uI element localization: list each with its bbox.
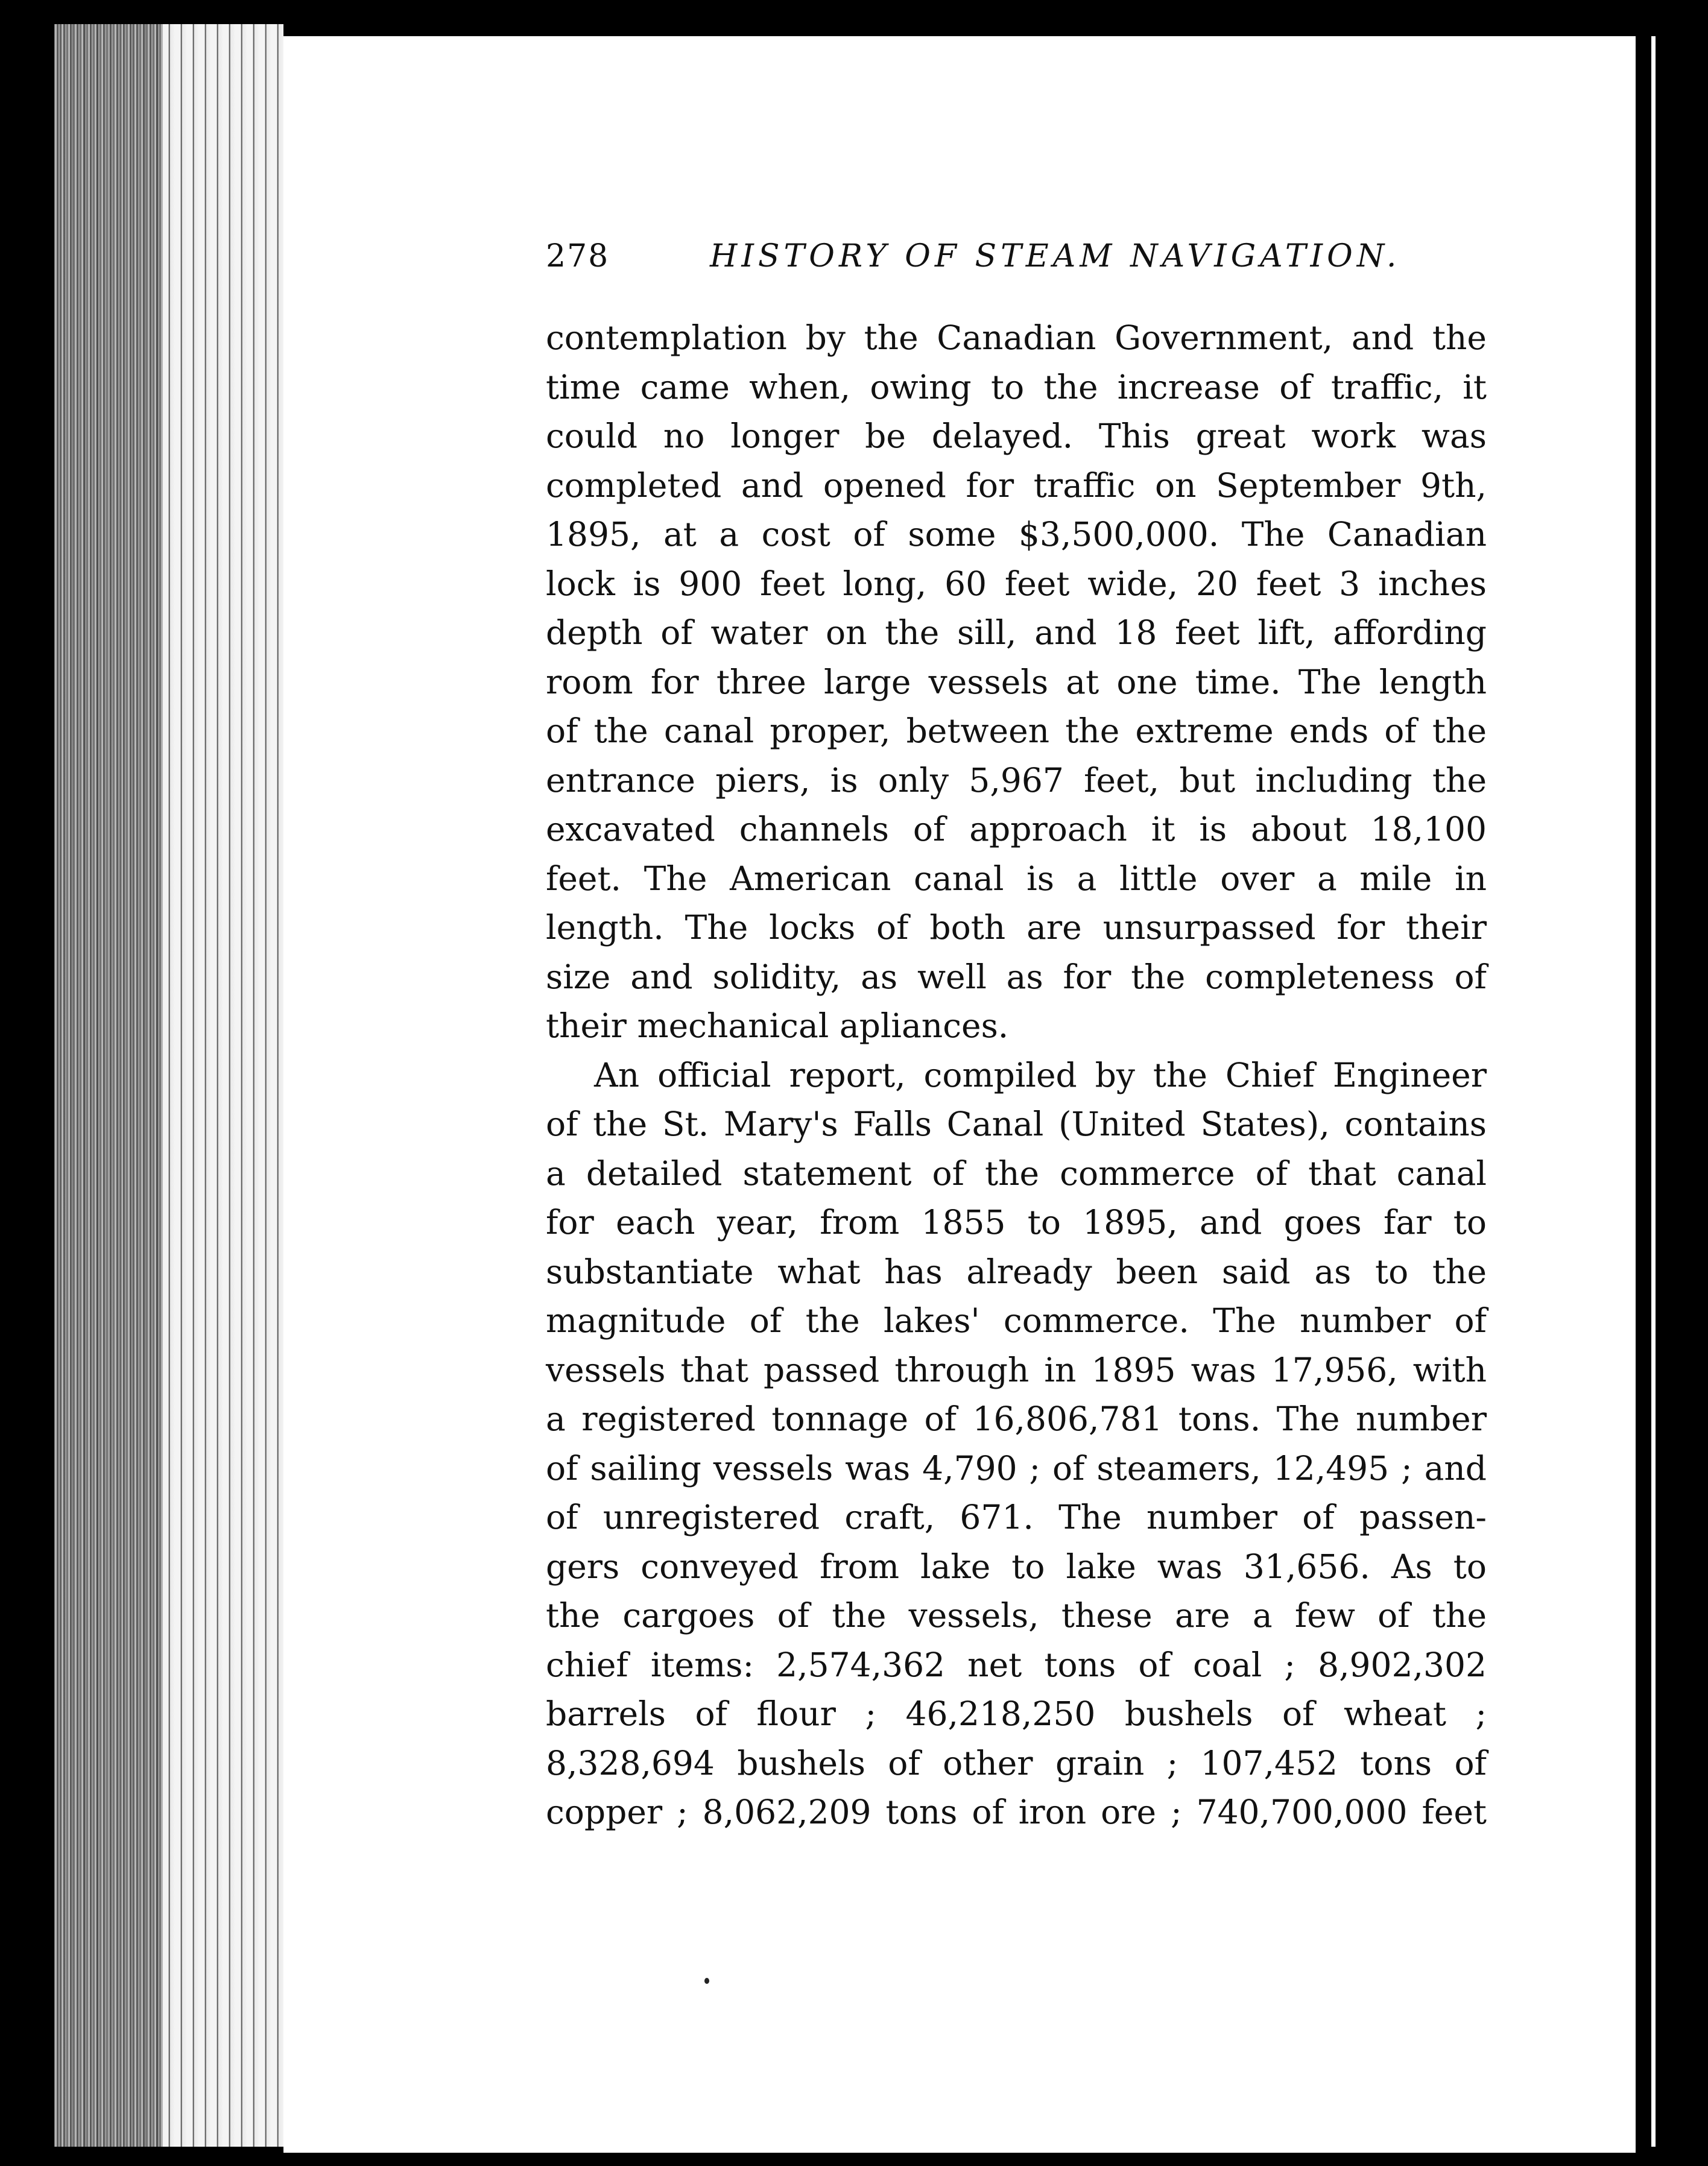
facing-page-edge [1651, 36, 1656, 2147]
book-spine-edges [54, 24, 163, 2147]
paragraph-1 [546, 314, 1487, 1051]
text-line: 1895, at a cost of some $3,500,000. The Canadian [546, 515, 1487, 554]
text-line: An official report, compiled by the Chief Engineer [594, 1055, 1487, 1094]
text-line: substantiate what has already been said as to the [546, 1252, 1487, 1291]
text-line: of the St. Mary's Falls Canal (United States), contains [546, 1105, 1487, 1143]
page-header [546, 238, 1401, 286]
text-line: magnitude of the lakes' commerce. The number of [546, 1301, 1487, 1340]
text-line: of the canal proper, between the extreme ends of the [546, 712, 1487, 750]
text-line: completed and opened for traffic on September 9th, [546, 466, 1487, 505]
body-text [546, 314, 1487, 1837]
text-line: copper ; 8,062,209 tons of iron ore ; 740,700,000 feet [546, 1793, 1487, 1831]
text-line: the cargoes of the vessels, these are a few of the [546, 1596, 1487, 1635]
text-line: time came when, owing to the increase of traffic, it [546, 367, 1487, 406]
right-gutter [1636, 0, 1708, 2166]
text-line: chief items: 2,574,362 net tons of coal ; 8,902,302 [546, 1645, 1487, 1684]
text-line: a detailed statement of the commerce of that canal [546, 1154, 1487, 1193]
text-line: excavated channels of approach it is about 18,100 [546, 810, 1487, 848]
running-head: HISTORY OF STEAM NAVIGATION. [710, 238, 1401, 274]
text-line: vessels that passed through in 1895 was 17,956, with [546, 1350, 1487, 1389]
text-line: for each year, from 1855 to 1895, and goes far to [546, 1203, 1487, 1242]
text-line: size and solidity, as well as for the completeness of [546, 957, 1487, 996]
text-line: of sailing vessels was 4,790 ; of steamers, 12,495 ; and [546, 1448, 1487, 1488]
text-line: a registered tonnage of 16,806,781 tons. The number [546, 1400, 1487, 1438]
text-line: 8,328,694 bushels of other grain ; 107,452 tons of [546, 1743, 1487, 1782]
text-line: contemplation by the Canadian Government, and the [546, 318, 1487, 357]
text-line: their mechanical apliances. [546, 1006, 1009, 1045]
page-number: 278 [546, 238, 610, 274]
text-line: barrels of flour ; 46,218,250 bushels of wheat ; [546, 1694, 1487, 1733]
text-line: entrance piers, is only 5,967 feet, but including the [546, 760, 1487, 800]
text-line: depth of water on the sill, and 18 feet lift, affording [546, 613, 1487, 652]
text-line: length. The locks of both are unsurpassed for their [546, 908, 1487, 947]
paragraph-2 [546, 1051, 1487, 1837]
text-line: gers conveyed from lake to lake was 31,656. As to [546, 1547, 1487, 1586]
text-line: room for three large vessels at one time. The length [546, 662, 1487, 701]
text-line: of unregistered craft, 671. The number of passen- [546, 1498, 1487, 1536]
text-line: feet. The American canal is a little over a mile in [546, 859, 1487, 898]
text-line: could no longer be delayed. This great work was [546, 417, 1487, 455]
ink-speck [704, 1978, 709, 1984]
text-line: lock is 900 feet long, 60 feet wide, 20 feet 3 inches [546, 564, 1487, 603]
